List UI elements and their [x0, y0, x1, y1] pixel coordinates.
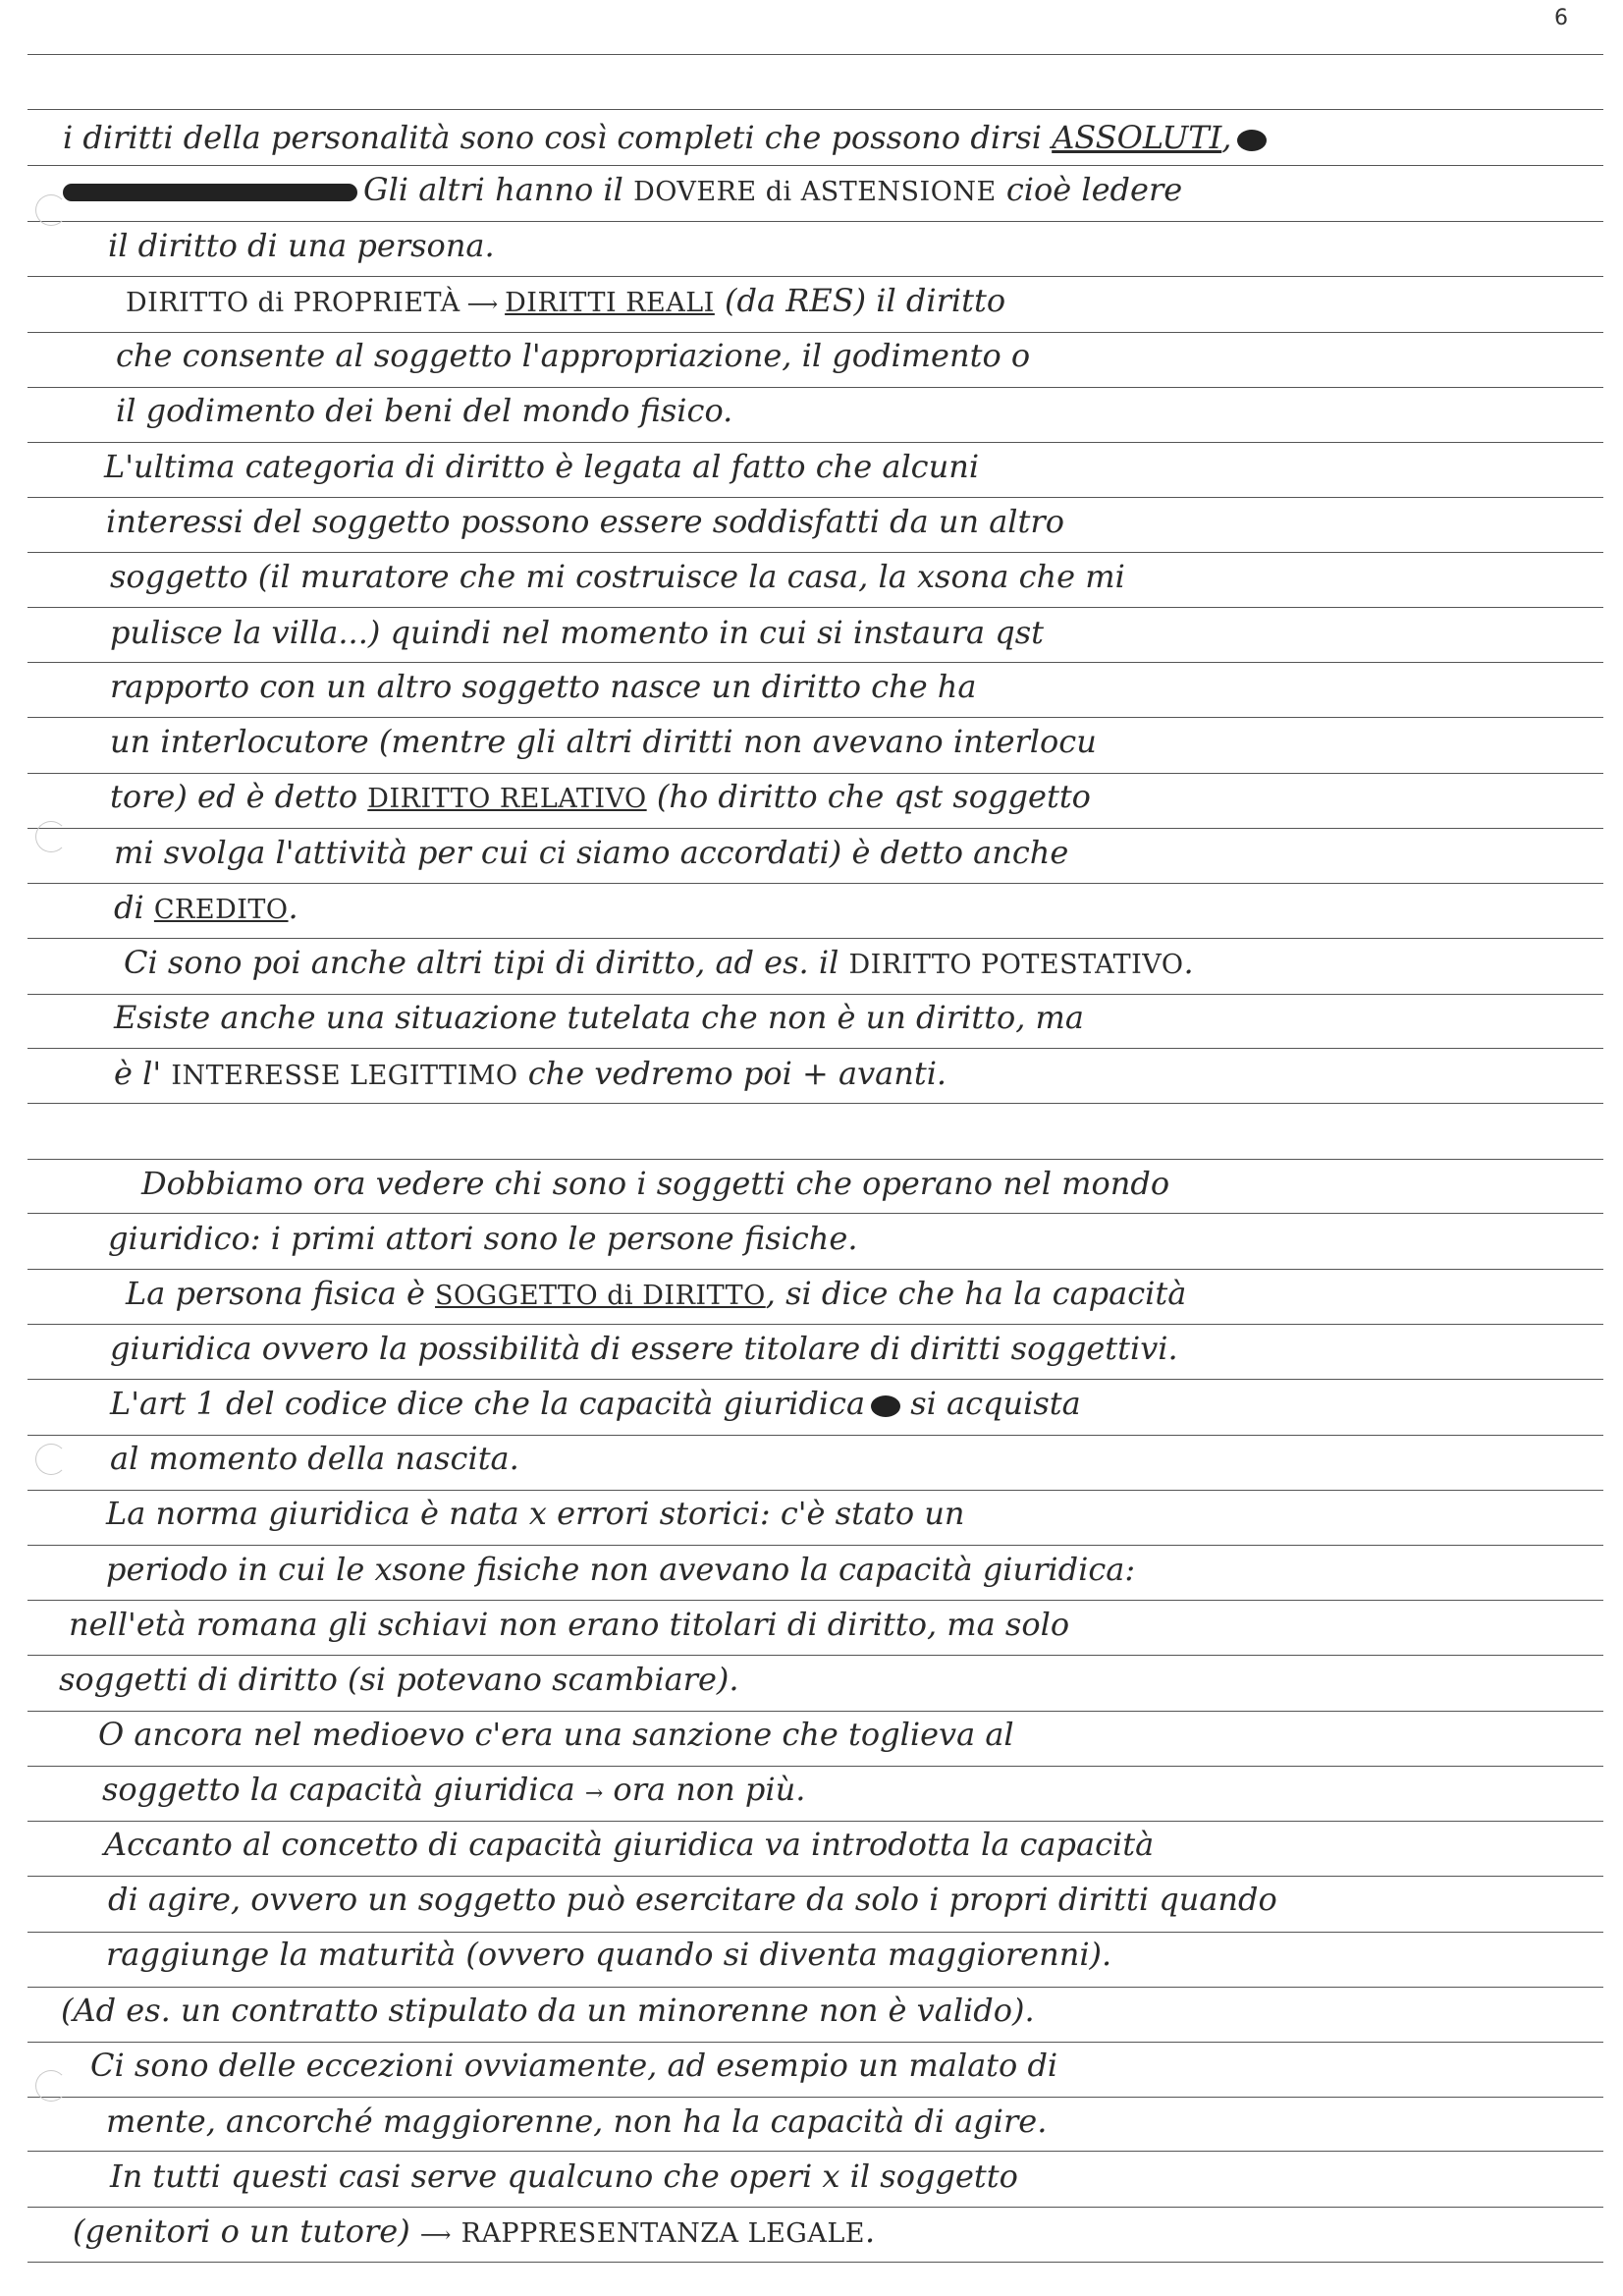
crossed-out-scribble	[63, 184, 357, 201]
text-line	[69, 1605, 1069, 1644]
text-line	[114, 888, 298, 930]
text-line	[63, 118, 1267, 157]
text-segment: periodo in cui le xsone fisiche non avevano la capacità giuridica:	[106, 1551, 1136, 1588]
text-segment: (da RES) il diritto	[714, 282, 1006, 319]
text-segment: .	[1183, 944, 1194, 981]
text-line	[90, 2046, 1057, 2085]
text-segment: soggetto (il muratore che mi costruisce la casa, la xsona che mi	[110, 558, 1125, 595]
ruled-line	[27, 1213, 1603, 1214]
ruled-line	[27, 1600, 1603, 1601]
text-segment: In tutti questi casi serve qualcuno che operi x il soggetto	[110, 2158, 1018, 2195]
ruled-line	[27, 883, 1603, 884]
text-line	[114, 833, 1068, 872]
text-segment: O ancora nel medioevo c'era una sanzione che toglieva al	[98, 1716, 1014, 1753]
text-line	[106, 1550, 1135, 1589]
ruled-line	[27, 497, 1603, 498]
text-line	[61, 1991, 1035, 2030]
ruled-line	[27, 54, 1603, 55]
text-line	[110, 667, 976, 706]
text-segment: nell'età romana gli schiavi non erano titolari di diritto, ma solo	[69, 1606, 1070, 1643]
text-segment: .	[864, 2213, 876, 2250]
text-segment: CREDITO	[153, 895, 289, 925]
text-line	[141, 1164, 1169, 1203]
ruled-line	[27, 387, 1603, 388]
ruled-line	[27, 1987, 1603, 1988]
ruled-line	[27, 1545, 1603, 1546]
text-segment: che vedremo poi + avanti.	[517, 1055, 947, 1092]
text-segment: RAPPRESENTANZA LEGALE	[460, 2218, 865, 2249]
text-segment: DIRITTO di PROPRIETÀ	[126, 288, 460, 318]
text-segment: L'ultima categoria di diritto è legata al fatto che alcuni	[104, 448, 980, 485]
text-segment: La persona fisica è	[126, 1275, 436, 1312]
text-segment: il diritto di una persona.	[108, 227, 495, 264]
page-number: 6	[1554, 6, 1568, 30]
text-segment: L'art 1 del codice dice che la capacità giuridica	[110, 1385, 866, 1422]
text-segment: ora non più.	[603, 1771, 806, 1808]
text-segment: INTERESSE LEGITTIMO	[171, 1061, 518, 1091]
text-line	[106, 1494, 965, 1533]
text-segment: DIRITTO POTESTATIVO	[848, 950, 1184, 980]
ruled-line	[27, 1711, 1603, 1712]
ruled-line	[27, 1269, 1603, 1270]
ruled-line	[27, 2042, 1603, 2043]
text-segment: ⟶	[419, 2223, 452, 2248]
text-segment: mi svolga l'attività per cui ci siamo accordati) è detto anche	[114, 834, 1069, 871]
text-segment: DOVERE di ASTENSIONE	[633, 177, 997, 207]
ruled-line	[27, 662, 1603, 663]
text-segment: (ho diritto che qst soggetto	[646, 778, 1091, 815]
ruled-line	[27, 2262, 1603, 2263]
text-line	[110, 1439, 519, 1478]
text-segment: che consente al soggetto l'appropriazione, il godimento o	[116, 337, 1031, 374]
text-line	[59, 1660, 739, 1699]
ruled-line	[27, 442, 1603, 443]
ruled-line	[27, 552, 1603, 553]
text-line	[102, 1770, 805, 1814]
ruled-line	[27, 332, 1603, 333]
ruled-line	[27, 938, 1603, 939]
ruled-line	[27, 1435, 1603, 1436]
binder-hole-mark	[35, 821, 67, 852]
ruled-line	[27, 994, 1603, 995]
text-segment: di agire, ovvero un soggetto può esercitare da solo i propri diritti quando	[108, 1881, 1277, 1918]
text-segment: raggiunge la maturità (ovvero quando si diventa maggiorenni).	[106, 1936, 1112, 1973]
binder-hole-mark	[35, 2070, 67, 2102]
ruled-line	[27, 1821, 1603, 1822]
text-segment: il godimento dei beni del mondo fisico.	[116, 392, 733, 429]
text-line	[110, 777, 1091, 819]
text-segment: ASSOLUTI	[1052, 119, 1222, 156]
text-line	[126, 281, 1005, 325]
text-segment: un interlocutore (mentre gli altri diritti non avevano interlocu	[110, 723, 1097, 760]
text-line	[63, 170, 1182, 212]
ruled-line	[27, 1766, 1603, 1767]
text-line	[110, 1384, 1081, 1423]
ruled-line	[27, 773, 1603, 774]
text-line	[110, 1329, 1178, 1368]
text-line	[108, 1219, 858, 1258]
ruled-line	[27, 2151, 1603, 2152]
ink-blot	[871, 1395, 900, 1417]
ruled-line	[27, 1379, 1603, 1380]
ruled-line	[27, 165, 1603, 166]
ruled-line	[27, 1103, 1603, 1104]
text-segment: al momento della nascita.	[110, 1440, 519, 1477]
text-line	[110, 722, 1097, 761]
text-line	[124, 943, 1194, 985]
ink-blot	[1237, 130, 1267, 151]
text-segment: Esiste anche una situazione tutelata che non è un diritto, ma	[114, 999, 1084, 1036]
binder-hole-mark	[35, 1444, 67, 1475]
text-segment: →	[584, 1781, 604, 1806]
text-line	[114, 1054, 947, 1096]
ruled-line	[27, 828, 1603, 829]
text-segment: rapporto con un altro soggetto nasce un diritto che ha	[110, 668, 977, 705]
ruled-line	[27, 2207, 1603, 2208]
text-segment: Gli altri hanno il	[363, 171, 634, 208]
text-segment: Ci sono poi anche altri tipi di diritto, ad es. il	[124, 944, 849, 981]
text-segment: DIRITTO RELATIVO	[367, 784, 647, 814]
ruled-line	[27, 1876, 1603, 1877]
text-line	[106, 2102, 1047, 2141]
ruled-line	[27, 1324, 1603, 1325]
text-segment: soggetto la capacità giuridica	[102, 1771, 585, 1808]
text-line	[104, 447, 979, 486]
text-line	[98, 1715, 1014, 1754]
text-segment: i diritti della personalità sono così completi che possono dirsi	[63, 119, 1053, 156]
text-segment: giuridico: i primi attori sono le persone fisiche.	[108, 1220, 858, 1257]
text-line	[110, 557, 1125, 596]
text-line	[73, 2212, 875, 2256]
ruled-line	[27, 1655, 1603, 1656]
ruled-line	[27, 2097, 1603, 2098]
text-line	[116, 336, 1030, 375]
text-segment: Ci sono delle eccezioni ovviamente, ad esempio un malato di	[90, 2047, 1058, 2084]
text-line	[108, 1880, 1277, 1919]
text-segment	[451, 2213, 460, 2250]
text-line	[106, 502, 1064, 541]
text-segment: di	[114, 889, 154, 926]
text-segment: , si dice che ha la capacità	[765, 1275, 1187, 1312]
text-segment: interessi del soggetto possono essere soddisfatti da un altro	[106, 503, 1064, 540]
text-segment: Accanto al concetto di capacità giuridica va introdotta la capacità	[104, 1826, 1155, 1863]
text-segment: soggetti di diritto (si potevano scambiare).	[59, 1661, 739, 1698]
text-line	[126, 1274, 1186, 1316]
text-line	[110, 2157, 1018, 2196]
text-segment: mente, ancorché maggiorenne, non ha la capacità di agire.	[106, 2103, 1048, 2140]
ruled-line	[27, 109, 1603, 110]
ruled-line	[27, 276, 1603, 277]
text-line	[108, 226, 495, 265]
text-line	[110, 613, 1044, 652]
text-segment: si acquista	[900, 1385, 1081, 1422]
ruled-line	[27, 1932, 1603, 1933]
text-segment: giuridica ovvero la possibilità di essere titolare di diritti soggettivi.	[110, 1330, 1178, 1367]
text-line	[106, 1935, 1111, 1974]
text-segment: (Ad es. un contratto stipulato da un minorenne non è valido).	[61, 1992, 1035, 2029]
ruled-line	[27, 1159, 1603, 1160]
text-segment: SOGGETTO di DIRITTO	[435, 1281, 766, 1311]
text-segment: pulisce la villa...) quindi nel momento in cui si instaura qst	[110, 614, 1045, 651]
text-segment: Dobbiamo ora vedere chi sono i soggetti che operano nel mondo	[141, 1165, 1170, 1202]
text-segment: DIRITTI REALI	[505, 288, 715, 318]
text-line	[104, 1825, 1154, 1864]
text-segment: (genitori o un tutore)	[73, 2213, 420, 2250]
ruled-line	[27, 1048, 1603, 1049]
ruled-line	[27, 717, 1603, 718]
text-segment: .	[288, 889, 298, 926]
text-segment: tore) ed è detto	[110, 778, 368, 815]
ruled-line	[27, 607, 1603, 608]
text-line	[114, 998, 1084, 1037]
text-segment: cioè ledere	[996, 171, 1183, 208]
ruled-line	[27, 1490, 1603, 1491]
text-line	[116, 391, 732, 430]
ruled-line	[27, 221, 1603, 222]
text-segment: ⟶	[460, 293, 506, 317]
text-segment: ,	[1221, 119, 1232, 156]
text-segment: La norma giuridica è nata x errori storici: c'è stato un	[106, 1495, 965, 1532]
text-segment: è l'	[114, 1055, 172, 1092]
